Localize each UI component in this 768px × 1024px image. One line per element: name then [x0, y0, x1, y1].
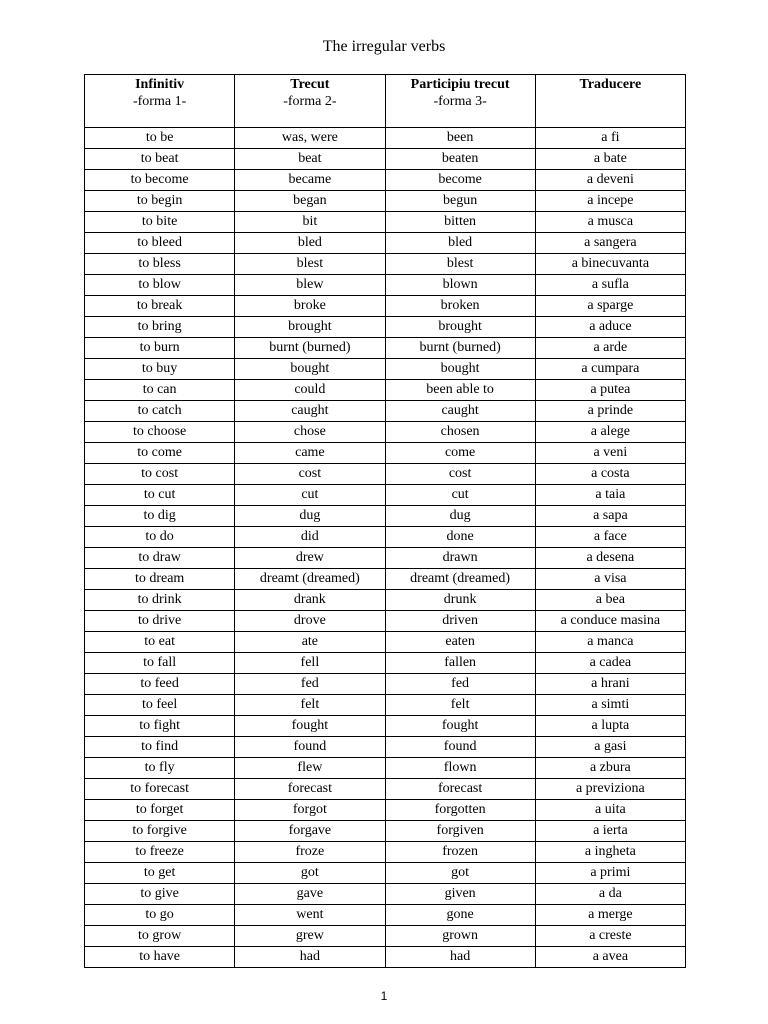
- header-traducere: [535, 75, 685, 128]
- table-row: [85, 569, 686, 590]
- cell-participiu: found: [385, 737, 535, 758]
- cell-infinitiv: to begin: [85, 191, 235, 212]
- header-row: [85, 75, 686, 128]
- cell-trecut: bit: [235, 212, 385, 233]
- table-row: [85, 527, 686, 548]
- cell-trecut: caught: [235, 401, 385, 422]
- cell-trecut: began: [235, 191, 385, 212]
- cell-infinitiv: to feed: [85, 674, 235, 695]
- cell-trecut: grew: [235, 926, 385, 947]
- cell-participiu: begun: [385, 191, 535, 212]
- header-subtitle: -forma 3-: [433, 94, 487, 109]
- cell-trecut: blest: [235, 254, 385, 275]
- header-trecut: [235, 75, 385, 128]
- cell-infinitiv: to get: [85, 863, 235, 884]
- cell-trecut: went: [235, 905, 385, 926]
- cell-participiu: cost: [385, 464, 535, 485]
- header-infinitiv: [85, 75, 235, 128]
- table-row: [85, 590, 686, 611]
- cell-traducere: a avea: [535, 947, 685, 968]
- table-row: [85, 653, 686, 674]
- cell-traducere: a musca: [535, 212, 685, 233]
- cell-infinitiv: to cost: [85, 464, 235, 485]
- cell-traducere: a merge: [535, 905, 685, 926]
- cell-infinitiv: to dig: [85, 506, 235, 527]
- table-row: [85, 338, 686, 359]
- cell-infinitiv: to bleed: [85, 233, 235, 254]
- table-row: [85, 548, 686, 569]
- table-row: [85, 716, 686, 737]
- cell-infinitiv: to come: [85, 443, 235, 464]
- cell-participiu: forgiven: [385, 821, 535, 842]
- cell-infinitiv: to beat: [85, 149, 235, 170]
- cell-infinitiv: to have: [85, 947, 235, 968]
- cell-trecut: chose: [235, 422, 385, 443]
- cell-traducere: a hrani: [535, 674, 685, 695]
- cell-traducere: a prinde: [535, 401, 685, 422]
- table-header: [85, 75, 686, 128]
- cell-trecut: forgot: [235, 800, 385, 821]
- cell-infinitiv: to forecast: [85, 779, 235, 800]
- page-number: 1: [380, 989, 388, 1003]
- table-row: [85, 842, 686, 863]
- cell-infinitiv: to bless: [85, 254, 235, 275]
- cell-traducere: a sapa: [535, 506, 685, 527]
- cell-trecut: brought: [235, 317, 385, 338]
- cell-participiu: dreamt (dreamed): [385, 569, 535, 590]
- table-row: [85, 380, 686, 401]
- cell-traducere: a deveni: [535, 170, 685, 191]
- cell-trecut: broke: [235, 296, 385, 317]
- cell-traducere: a cadea: [535, 653, 685, 674]
- header-title: Trecut: [290, 77, 330, 92]
- cell-traducere: a bate: [535, 149, 685, 170]
- cell-traducere: a putea: [535, 380, 685, 401]
- cell-trecut: got: [235, 863, 385, 884]
- cell-trecut: drew: [235, 548, 385, 569]
- cell-infinitiv: to grow: [85, 926, 235, 947]
- cell-participiu: bitten: [385, 212, 535, 233]
- cell-participiu: forecast: [385, 779, 535, 800]
- table-row: [85, 506, 686, 527]
- cell-participiu: got: [385, 863, 535, 884]
- cell-participiu: cut: [385, 485, 535, 506]
- cell-trecut: became: [235, 170, 385, 191]
- table-row: [85, 359, 686, 380]
- cell-traducere: a previziona: [535, 779, 685, 800]
- cell-trecut: came: [235, 443, 385, 464]
- cell-participiu: chosen: [385, 422, 535, 443]
- table-row: [85, 758, 686, 779]
- cell-traducere: a creste: [535, 926, 685, 947]
- cell-infinitiv: to give: [85, 884, 235, 905]
- cell-trecut: cut: [235, 485, 385, 506]
- cell-participiu: bought: [385, 359, 535, 380]
- cell-infinitiv: to go: [85, 905, 235, 926]
- header-title: Traducere: [579, 77, 642, 92]
- cell-trecut: had: [235, 947, 385, 968]
- cell-trecut: bled: [235, 233, 385, 254]
- cell-infinitiv: to find: [85, 737, 235, 758]
- table-row: [85, 611, 686, 632]
- table-row: [85, 926, 686, 947]
- cell-infinitiv: to do: [85, 527, 235, 548]
- cell-trecut: drank: [235, 590, 385, 611]
- cell-participiu: driven: [385, 611, 535, 632]
- cell-traducere: a simti: [535, 695, 685, 716]
- cell-infinitiv: to freeze: [85, 842, 235, 863]
- cell-participiu: fought: [385, 716, 535, 737]
- cell-participiu: done: [385, 527, 535, 548]
- cell-participiu: grown: [385, 926, 535, 947]
- cell-traducere: a ingheta: [535, 842, 685, 863]
- cell-participiu: drawn: [385, 548, 535, 569]
- cell-traducere: a visa: [535, 569, 685, 590]
- header-title: Infinitiv: [135, 77, 185, 92]
- table-row: [85, 632, 686, 653]
- table-row: [85, 191, 686, 212]
- table-row: [85, 674, 686, 695]
- cell-participiu: fed: [385, 674, 535, 695]
- cell-participiu: caught: [385, 401, 535, 422]
- cell-infinitiv: to fight: [85, 716, 235, 737]
- cell-participiu: drunk: [385, 590, 535, 611]
- cell-trecut: dreamt (dreamed): [235, 569, 385, 590]
- cell-participiu: blest: [385, 254, 535, 275]
- cell-participiu: frozen: [385, 842, 535, 863]
- document-title: The irregular verbs: [322, 38, 446, 55]
- cell-infinitiv: to drink: [85, 590, 235, 611]
- cell-infinitiv: to catch: [85, 401, 235, 422]
- cell-infinitiv: to forget: [85, 800, 235, 821]
- cell-traducere: a taia: [535, 485, 685, 506]
- table-row: [85, 464, 686, 485]
- table-row: [85, 863, 686, 884]
- cell-infinitiv: to fall: [85, 653, 235, 674]
- cell-trecut: dug: [235, 506, 385, 527]
- cell-participiu: forgotten: [385, 800, 535, 821]
- cell-traducere: a aduce: [535, 317, 685, 338]
- table-row: [85, 779, 686, 800]
- cell-infinitiv: to dream: [85, 569, 235, 590]
- table-row: [85, 275, 686, 296]
- cell-traducere: a lupta: [535, 716, 685, 737]
- cell-traducere: a uita: [535, 800, 685, 821]
- table-row: [85, 443, 686, 464]
- cell-traducere: a arde: [535, 338, 685, 359]
- table-row: [85, 128, 686, 149]
- table-body: [85, 128, 686, 968]
- cell-infinitiv: to blow: [85, 275, 235, 296]
- cell-participiu: had: [385, 947, 535, 968]
- cell-participiu: bled: [385, 233, 535, 254]
- cell-traducere: a alege: [535, 422, 685, 443]
- table-row: [85, 800, 686, 821]
- cell-trecut: forgave: [235, 821, 385, 842]
- table-row: [85, 212, 686, 233]
- cell-traducere: a costa: [535, 464, 685, 485]
- cell-infinitiv: to become: [85, 170, 235, 191]
- cell-traducere: a ierta: [535, 821, 685, 842]
- cell-trecut: fought: [235, 716, 385, 737]
- cell-trecut: cost: [235, 464, 385, 485]
- cell-trecut: froze: [235, 842, 385, 863]
- cell-infinitiv: to burn: [85, 338, 235, 359]
- cell-trecut: could: [235, 380, 385, 401]
- cell-infinitiv: to break: [85, 296, 235, 317]
- cell-infinitiv: to bite: [85, 212, 235, 233]
- header-subtitle: -forma 1-: [132, 94, 187, 109]
- cell-participiu: flown: [385, 758, 535, 779]
- cell-participiu: come: [385, 443, 535, 464]
- irregular-verbs-table: [84, 74, 686, 968]
- cell-infinitiv: to buy: [85, 359, 235, 380]
- cell-trecut: gave: [235, 884, 385, 905]
- cell-participiu: been able to: [385, 380, 535, 401]
- cell-infinitiv: to choose: [85, 422, 235, 443]
- cell-infinitiv: to bring: [85, 317, 235, 338]
- cell-trecut: was, were: [235, 128, 385, 149]
- cell-infinitiv: to forgive: [85, 821, 235, 842]
- header-title: Participiu trecut: [410, 77, 510, 92]
- cell-participiu: gone: [385, 905, 535, 926]
- table-row: [85, 821, 686, 842]
- cell-traducere: a manca: [535, 632, 685, 653]
- cell-traducere: a bea: [535, 590, 685, 611]
- cell-trecut: beat: [235, 149, 385, 170]
- cell-trecut: fell: [235, 653, 385, 674]
- cell-participiu: broken: [385, 296, 535, 317]
- table-row: [85, 695, 686, 716]
- table-row: [85, 905, 686, 926]
- cell-trecut: burnt (burned): [235, 338, 385, 359]
- cell-traducere: a conduce masina: [535, 611, 685, 632]
- cell-trecut: did: [235, 527, 385, 548]
- cell-participiu: eaten: [385, 632, 535, 653]
- cell-infinitiv: to be: [85, 128, 235, 149]
- table-row: [85, 485, 686, 506]
- cell-trecut: blew: [235, 275, 385, 296]
- cell-participiu: been: [385, 128, 535, 149]
- cell-traducere: a incepe: [535, 191, 685, 212]
- cell-participiu: fallen: [385, 653, 535, 674]
- cell-traducere: a sparge: [535, 296, 685, 317]
- table-row: [85, 149, 686, 170]
- cell-participiu: blown: [385, 275, 535, 296]
- cell-trecut: ate: [235, 632, 385, 653]
- cell-traducere: a veni: [535, 443, 685, 464]
- table-row: [85, 233, 686, 254]
- cell-trecut: fed: [235, 674, 385, 695]
- table-row: [85, 947, 686, 968]
- cell-traducere: a cumpara: [535, 359, 685, 380]
- cell-participiu: become: [385, 170, 535, 191]
- cell-infinitiv: to fly: [85, 758, 235, 779]
- table-row: [85, 170, 686, 191]
- cell-traducere: a face: [535, 527, 685, 548]
- cell-traducere: a zbura: [535, 758, 685, 779]
- cell-trecut: flew: [235, 758, 385, 779]
- cell-traducere: a desena: [535, 548, 685, 569]
- table-row: [85, 317, 686, 338]
- cell-trecut: drove: [235, 611, 385, 632]
- cell-infinitiv: to draw: [85, 548, 235, 569]
- table-row: [85, 737, 686, 758]
- cell-infinitiv: to drive: [85, 611, 235, 632]
- cell-traducere: a binecuvanta: [535, 254, 685, 275]
- header-participiu-trecut: [385, 75, 535, 128]
- cell-trecut: bought: [235, 359, 385, 380]
- table-row: [85, 296, 686, 317]
- cell-traducere: a da: [535, 884, 685, 905]
- cell-infinitiv: to can: [85, 380, 235, 401]
- cell-traducere: a sangera: [535, 233, 685, 254]
- cell-infinitiv: to cut: [85, 485, 235, 506]
- cell-infinitiv: to eat: [85, 632, 235, 653]
- cell-traducere: a sufla: [535, 275, 685, 296]
- cell-trecut: found: [235, 737, 385, 758]
- cell-traducere: a primi: [535, 863, 685, 884]
- table-row: [85, 422, 686, 443]
- cell-participiu: beaten: [385, 149, 535, 170]
- cell-participiu: felt: [385, 695, 535, 716]
- table-row: [85, 401, 686, 422]
- cell-participiu: given: [385, 884, 535, 905]
- cell-trecut: felt: [235, 695, 385, 716]
- cell-traducere: a fi: [535, 128, 685, 149]
- cell-participiu: brought: [385, 317, 535, 338]
- cell-infinitiv: to feel: [85, 695, 235, 716]
- cell-trecut: forecast: [235, 779, 385, 800]
- cell-participiu: dug: [385, 506, 535, 527]
- table-row: [85, 884, 686, 905]
- header-subtitle: -forma 2-: [283, 94, 337, 109]
- table-row: [85, 254, 686, 275]
- cell-traducere: a gasi: [535, 737, 685, 758]
- cell-participiu: burnt (burned): [385, 338, 535, 359]
